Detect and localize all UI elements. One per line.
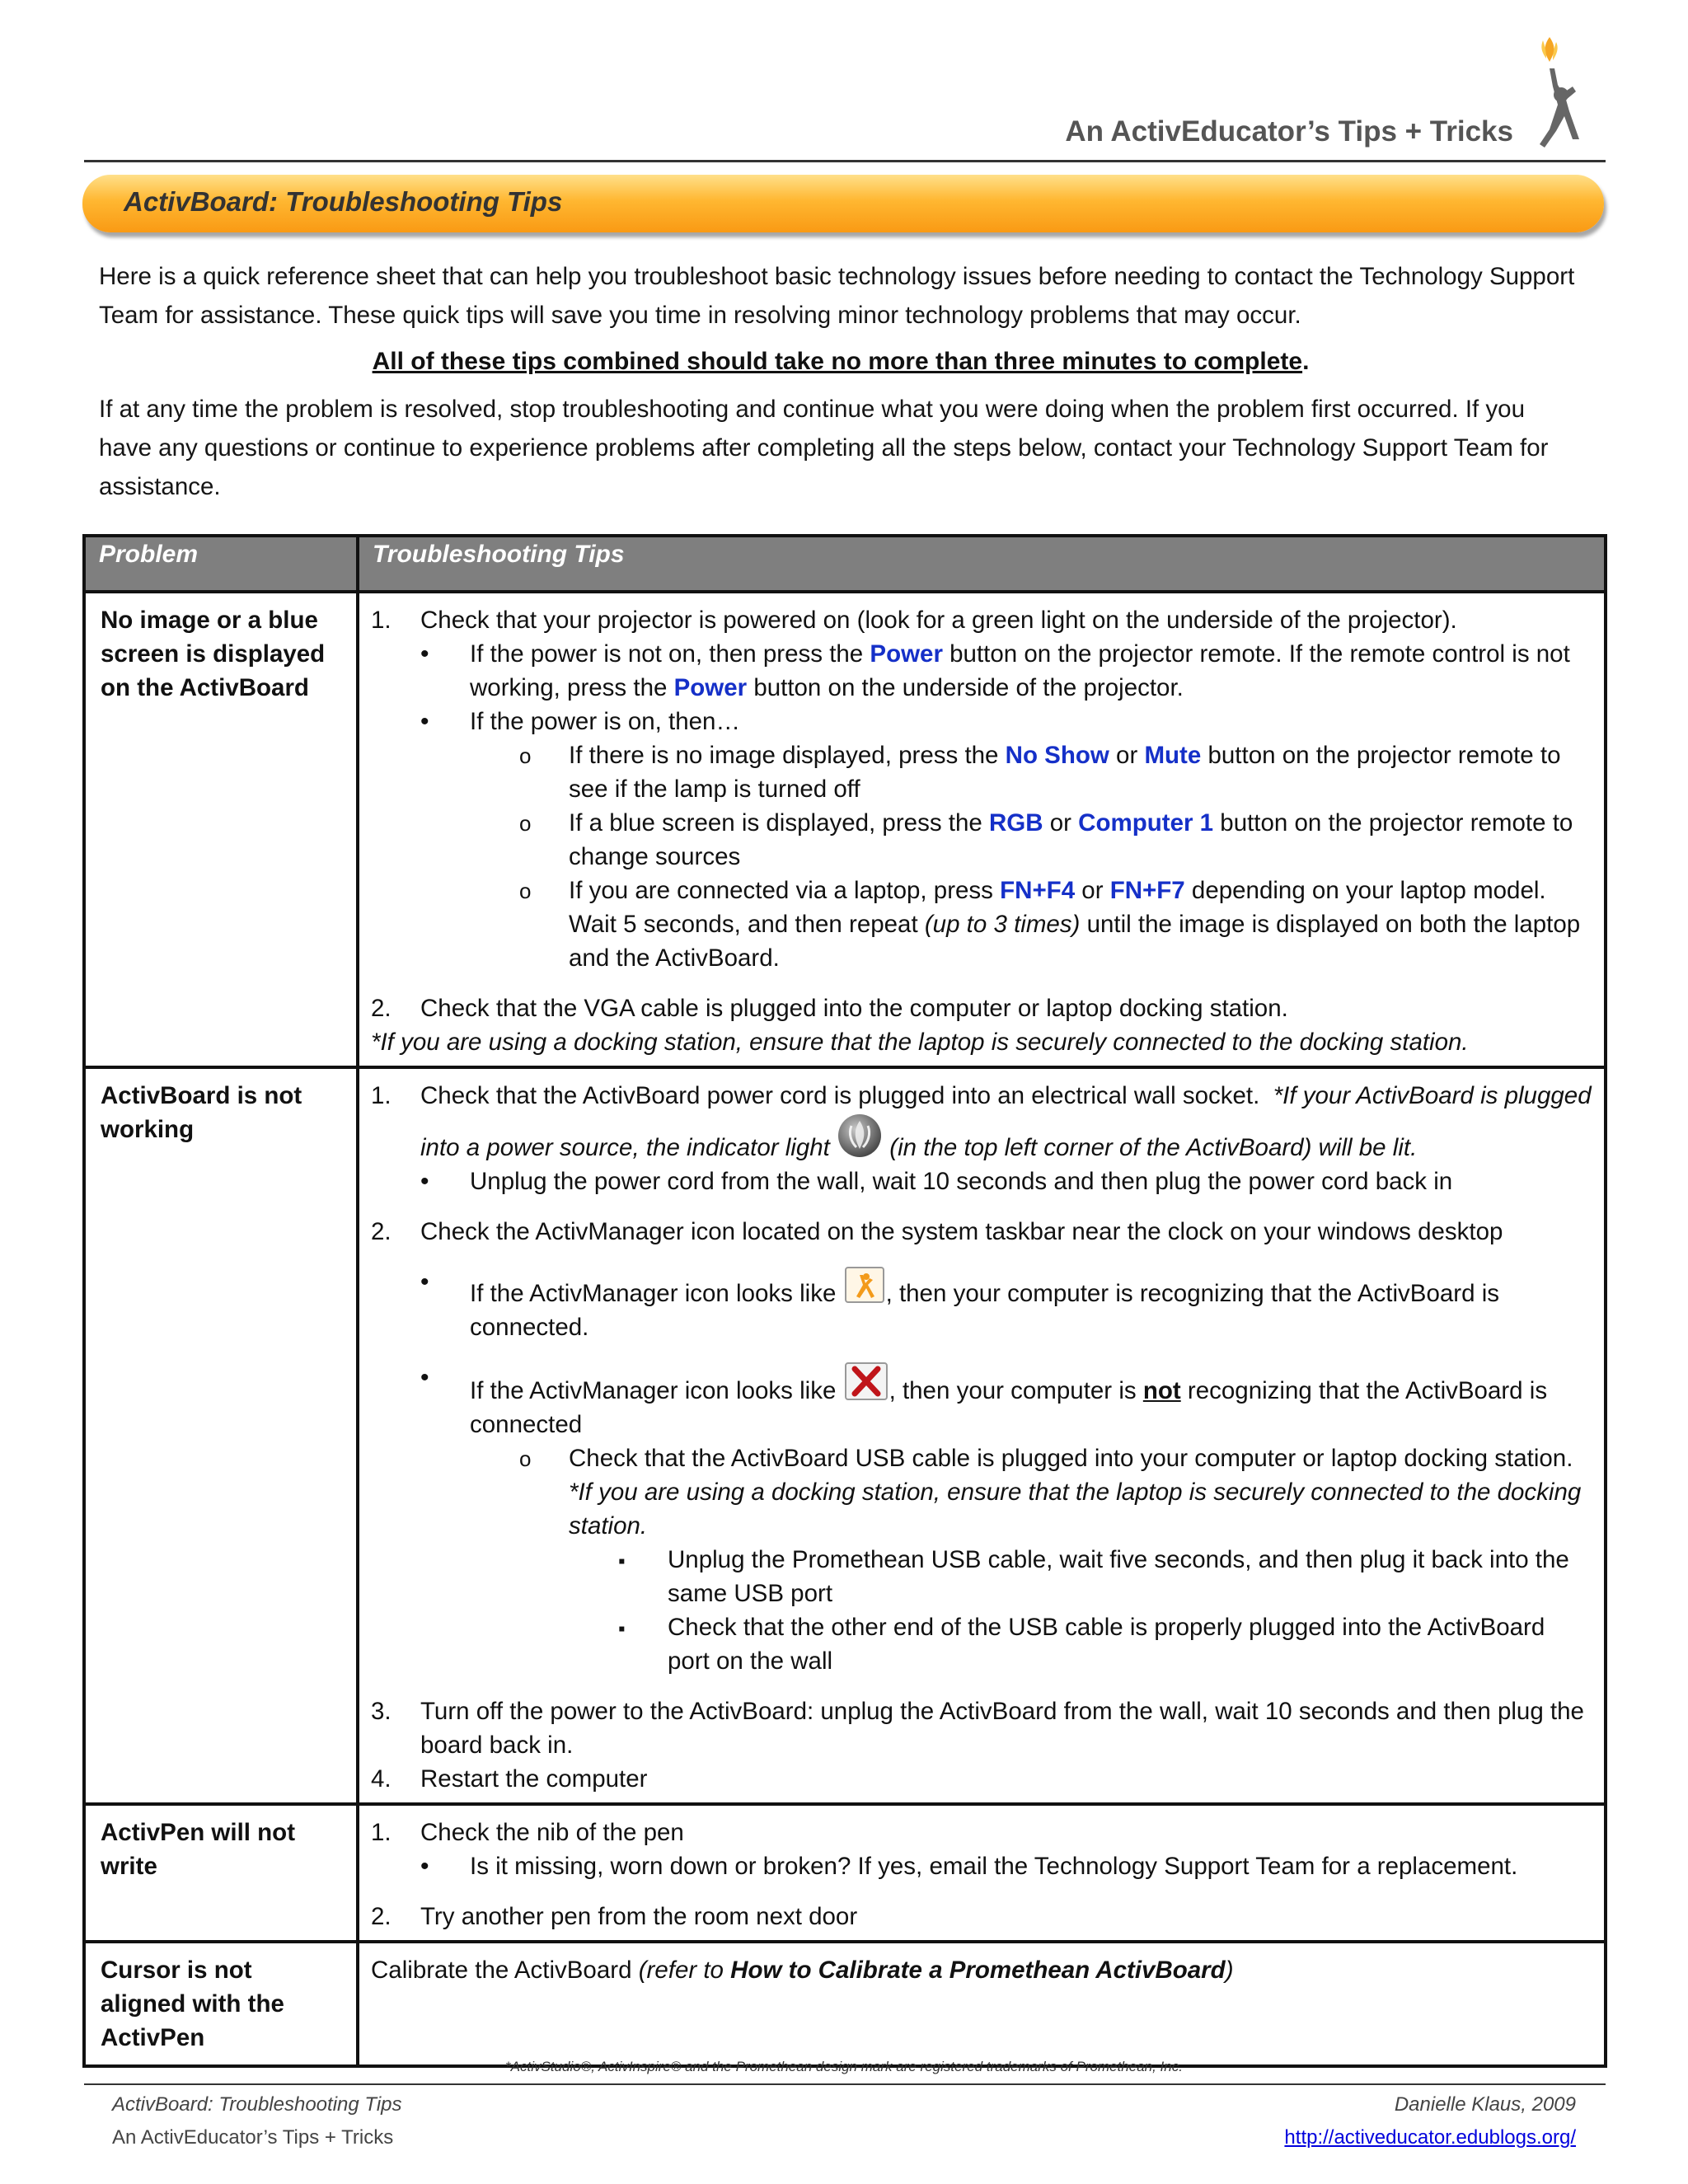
footer-doc-title: ActivBoard: Troubleshooting Tips <box>112 2093 402 2116</box>
sub-sub-bullet: ▪ Unplug the Promethean USB cable, wait five seconds, and then plug it back into the same USB port <box>371 1543 1592 1610</box>
table-row <box>84 1067 1606 1804</box>
header-tips: Troubleshooting Tips <box>358 536 1606 592</box>
step: 1. Check that the ActivBoard power cord is plugged into an electrical wall socket. *If your ActivBoard is plugged into a power source, the indicator light (in the top left corner of the ActivBoard) will be lit. <box>371 1082 1592 1161</box>
header-problem: Problem <box>84 536 358 592</box>
step: 1. Check the nib of the pen <box>371 1819 684 1846</box>
sub-sub-bullet: ▪ Check that the other end of the USB cable is properly plugged into the ActivBoard port on the wall <box>371 1610 1592 1678</box>
bullet: • Is it missing, worn down or broken? If yes, email the Technology Support Team for a replacement. <box>371 1849 1592 1883</box>
sub-bullet: o If you are connected via a laptop, press FN+F4 or FN+F7 depending on your laptop model. Wait 5 seconds, and then repeat (up to 3 times) until the image is displayed on both the laptop and the ActivBoard. <box>371 874 1592 975</box>
step: 3. Turn off the power to the ActivBoard: unplug the ActivBoard from the wall, wait 10 seconds and then plug the board back in. <box>371 1698 1584 1759</box>
tips-cell <box>358 1804 1606 1942</box>
tips-cell: Calibrate the ActivBoard (refer to How to Calibrate a Promethean ActivBoard) <box>358 1942 1606 2066</box>
step: 2. Check the ActivManager icon located on the system taskbar near the clock on your windows desktop <box>371 1218 1503 1245</box>
step: 2. Check that the VGA cable is plugged into the computer or laptop docking station. <box>371 995 1288 1022</box>
header-rule <box>84 160 1606 162</box>
banner-title: ActivBoard: Troubleshooting Tips <box>124 186 563 217</box>
intro-emphasis: All of these tips combined should take no more than three minutes to complete. <box>372 348 1310 375</box>
tips-cell <box>358 1067 1606 1804</box>
step: 1. Check that your projector is powered on (look for a green light on the underside of the projector). <box>371 607 1457 634</box>
emphasis-text: All of these tips combined should take no more than three minutes to complete <box>372 348 1303 375</box>
table-header-row <box>84 536 1606 592</box>
problem-cell: ActivPen will not write <box>84 1804 358 1942</box>
bullet: • If the ActivManager icon looks like , then your computer is not recognizing that the ActivBoard is connected <box>371 1361 1592 1441</box>
activmanager-disconnected-icon <box>843 1361 889 1402</box>
header-title: An ActivEducator’s Tips + Tricks <box>1065 115 1513 148</box>
title-banner <box>82 175 1604 232</box>
activeducator-figure-logo-icon <box>1525 37 1582 159</box>
step: 2. Try another pen from the room next door <box>371 1903 858 1930</box>
docking-note: *If you are using a docking station, ensure that the laptop is securely connected to the docking station. <box>371 1029 1469 1056</box>
bullet: • If the power is on, then… <box>371 705 1592 738</box>
activmanager-connected-icon <box>843 1265 886 1305</box>
intro-paragraph-2: If at any time the problem is resolved, stop troubleshooting and continue what you were doing when the problem first occurred. If you have any questions or continue to experience problems after completing all the steps below, contact your Technology Support Team for assistance. <box>99 396 1549 500</box>
sub-bullet: o If a blue screen is displayed, press the RGB or Computer 1 button on the projector remote to change sources <box>371 806 1592 874</box>
footer-series: An ActivEducator’s Tips + Tricks <box>112 2126 394 2149</box>
sub-bullet: o Check that the ActivBoard USB cable is plugged into your computer or laptop docking station. *If you are using a docking station, ensure that the laptop is securely connected to the docking station. <box>371 1441 1592 1543</box>
indicator-light-icon <box>837 1113 883 1159</box>
tips-cell <box>358 592 1606 1067</box>
footer-rule <box>84 2083 1606 2085</box>
table-row <box>84 1942 1606 2066</box>
troubleshooting-table <box>82 534 1607 2068</box>
bullet: • If the power is not on, then press the Power button on the projector remote. If the remote control is not working, press the Power button on the underside of the projector. <box>371 637 1592 705</box>
step: 4. Restart the computer <box>371 1765 648 1793</box>
intro-paragraph-1: Here is a quick reference sheet that can help you troubleshoot basic technology issues before needing to contact the Technology Support Team for assistance. These quick tips will save you time in resolving minor technology problems that may occur. <box>99 263 1575 329</box>
bullet: • If the ActivManager icon looks like , then your computer is recognizing that the ActivBoard is connected. <box>371 1265 1592 1344</box>
table-row <box>84 1804 1606 1942</box>
table-row <box>84 592 1606 1067</box>
bullet: • Unplug the power cord from the wall, wait 10 seconds and then plug the power cord back in <box>371 1165 1592 1198</box>
trademark-notice: *ActivStudio®, ActivInspire® and the Promethean design mark are registered trademarks of Promethean, Inc. <box>505 2059 1183 2074</box>
sub-bullet: o If there is no image displayed, press the No Show or Mute button on the projector remote to see if the lamp is turned off <box>371 738 1592 806</box>
problem-cell: No image or a blue screen is displayed on the ActivBoard <box>84 592 358 1067</box>
problem-cell: Cursor is not aligned with the ActivPen <box>84 1942 358 2066</box>
footer-link[interactable]: http://activeducator.edublogs.org/ <box>1284 2126 1576 2149</box>
problem-cell: ActivBoard is not working <box>84 1067 358 1804</box>
footer-author: Danielle Klaus, 2009 <box>1394 2093 1576 2116</box>
